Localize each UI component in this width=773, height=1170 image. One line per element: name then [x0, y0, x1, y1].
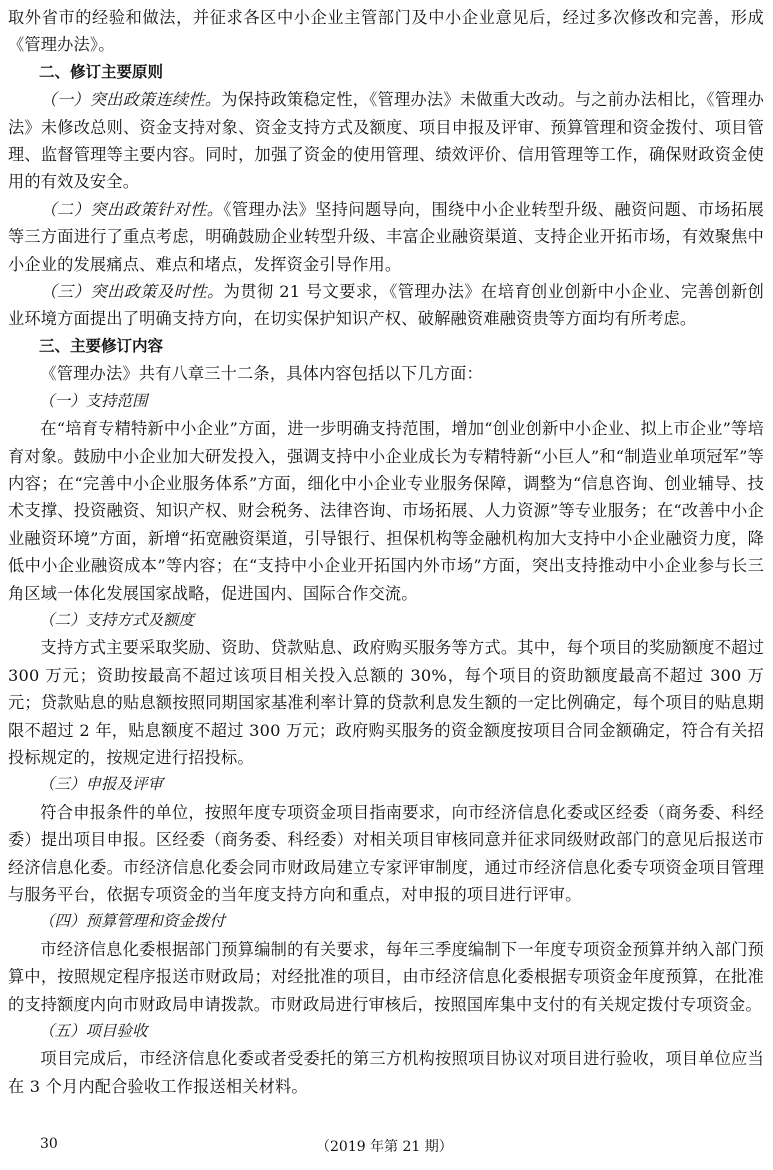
- document-body: [8, 4, 764, 1100]
- issue-label: （2019 年第 21 期）: [316, 1139, 453, 1155]
- paragraph-support-method: 支持方式主要采取奖励、资助、贷款贴息、政府购买服务等方式。其中，每个项目的奖励额度不超过 300 万元；资助按最高不超过该项目相关投入总额的 30%，每个项目的资助额度最高不超过 300 万元；贷款贴息的贴息额按照同期国家基准利率计算的贷款利息发生额的一定比例确定，每个项目的贴息期限不超过 2 年，贴息额度不超过 300 万元；政府购买服务的资金额度按项目合同金额确定，符合有关招投标规定的，按规定进行招投标。: [8, 638, 764, 767]
- principle-continuity-text: 为保持政策稳定性，《管理办法》未做重大改动。与之前办法相比，《管理办法》未修改总则、资金支持对象、资金支持方式及额度、项目申报及评审、预算管理和资金拨付、项目管理、监督管理等主要内容。同时，加强了资金的使用管理、绩效评价、信用管理等工作，确保财政资金使用的有效及安全。: [8, 90, 764, 192]
- paragraph-application-review: 符合申报条件的单位，按照年度专项资金项目指南要求，向市经济信息化委或区经委（商务委、科经委）提出项目申报。区经委（商务委、科经委）对相关项目审核同意并征求同级财政部门的意见后报送市经济信息化委。市经济信息化委会同市财政局建立专家评审制度，通过市经济信息化委专项资金项目管理与服务平台，依据专项资金的当年度支持方向和重点，对申报的项目进行评审。: [8, 802, 764, 904]
- paragraph-budget-funding: 市经济信息化委根据部门预算编制的有关要求，每年三季度编制下一年度专项资金预算并纳入部门预算中，按照规定程序报送市财政局；对经批准的项目，由市经济信息化委根据专项资金年度预算，在批准的支持额度内向市财政局申请拨款。市财政局进行审核后，按照国库集中支付的有关规定拨付专项资金。: [8, 939, 764, 1014]
- principle-timeliness-lead: （三）突出政策及时性。: [40, 282, 224, 302]
- paragraph-support-scope: 在“培育专精特新中小企业”方面，进一步明确支持范围，增加“创业创新中小企业、拟上市企业”等培育对象。鼓励中小企业加大研发投入，强调支持中小企业成长为专精特新“小巨人”和“制造业单项冠军”等内容；在“完善中小企业服务体系”方面，细化中小企业专业服务保障，调整为“信息咨询、创业辅导、技术支撑、投资融资、知识产权、财会税务、法律咨询、市场拓展、人力资源”等专业服务；在“改善中小企业融资环境”方面，新增“拓宽融资渠道，引导银行、担保机构等金融机构加大支持中小企业融资力度，降低中小企业融资成本”等内容；在“支持中小企业开拓国内外市场”方面，突出支持推动中小企业参与长三角区域一体化发展国家战略，促进国内、国际合作交流。: [8, 419, 764, 603]
- paragraph-principle-targeting: [8, 196, 764, 278]
- subheading-support-scope: （一）支持范围: [39, 391, 148, 410]
- page-number: 30: [40, 1136, 58, 1152]
- section-heading-principles: 二、修订主要原则: [39, 62, 164, 81]
- subheading-application-review: （三）申报及评审: [39, 775, 164, 794]
- principle-targeting-text: 《管理办法》坚持问题导向，围绕中小企业转型升级、融资问题、市场拓展等三方面进行了重点考虑，明确鼓励企业转型升级、丰富企业融资渠道、支持企业开拓市场，有效聚焦中小企业的发展痛点、难点和堵点，发挥资金引导作用。: [8, 199, 765, 274]
- section-heading-contents: 三、主要修订内容: [39, 336, 164, 355]
- principle-timeliness-text: 为贯彻 21 号文要求，《管理办法》在培育创业创新中小企业、完善创新创业环境方面提出了明确支持方向，在切实保护知识产权、破解融资难融资贵等方面均有所考虑。: [8, 282, 764, 329]
- subheading-acceptance: （五）项目验收: [39, 1022, 148, 1041]
- subheading-budget-funding: （四）预算管理和资金拨付: [39, 912, 226, 931]
- page-footer: [0, 1136, 773, 1160]
- paragraph-intro: 取外省市的经验和做法，并征求各区中小企业主管部门及中小企业意见后，经过多次修改和完善，形成《管理办法》。: [8, 8, 764, 55]
- principle-targeting-lead: （二）突出政策针对性。: [40, 199, 224, 219]
- paragraph-acceptance: 项目完成后，市经济信息化委或者受委托的第三方机构按照项目协议对项目进行验收，项目单位应当在 3 个月内配合验收工作报送相关材料。: [8, 1049, 764, 1096]
- principle-continuity-lead: （一）突出政策连续性。: [40, 90, 222, 110]
- paragraph-contents-intro: 《管理办法》共有八章三十二条，具体内容包括以下几方面：: [40, 364, 483, 384]
- paragraph-principle-continuity: [8, 86, 764, 196]
- paragraph-principle-timeliness: [8, 278, 764, 333]
- subheading-support-method: （二）支持方式及额度: [39, 610, 195, 629]
